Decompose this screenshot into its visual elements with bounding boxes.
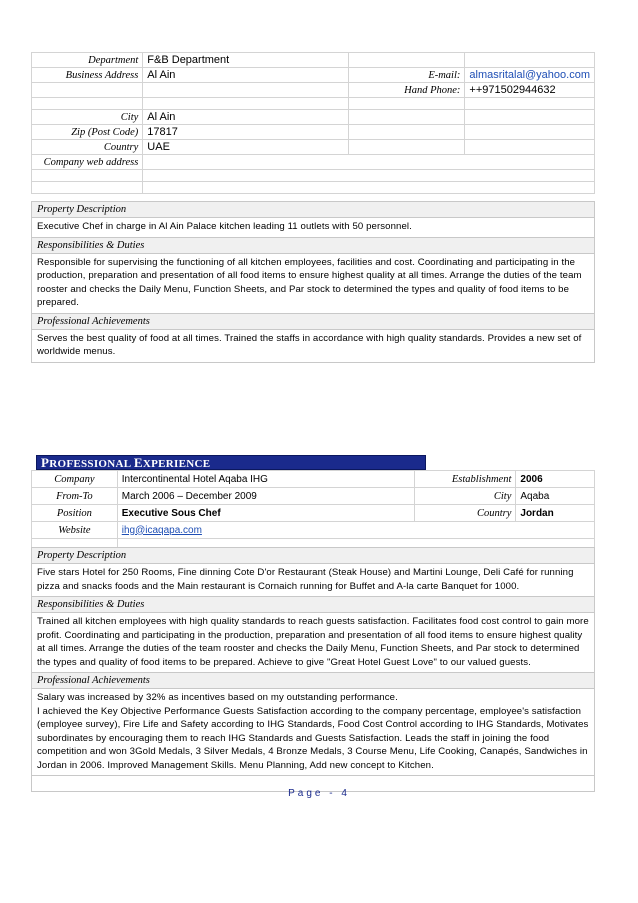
- responsibilities-heading: Responsibilities & Duties: [32, 237, 594, 254]
- achievements-text: Serves the best quality of food at all times. Trained the staffs in accordance with high quality standards. Provides a new set of worldwide menus.: [37, 332, 582, 357]
- establishment-label: Establishment: [414, 471, 515, 488]
- property-description-text-2: Five stars Hotel for 250 Rooms, Fine dinning Cote D'or Restaurant (Steak House) and Martini Lounge, Deli Café for running pizza and snacks foods and the Main restaurant is Cornaich running for Buffet and A-la carte Banquet for 1000.: [37, 567, 574, 592]
- business-address-label: Business Address: [32, 68, 143, 83]
- responsibilities-text: Responsible for supervising the functioning of all kitchen employees, facilities and cost. Coordinating and participating in the production, preparation and presentation of all food items to ensure highest quality at all times. Arrange the duties of the team rooster and checks the Daily Menu, Function Sheets, and Par stock to determined the types and quality of food items to be prepared.: [37, 256, 582, 308]
- country-value: UAE: [143, 140, 349, 155]
- zip-value: 17817: [143, 125, 349, 140]
- achievements-text-2: [32, 689, 594, 775]
- establishment-value: 2006: [516, 471, 595, 488]
- website-link[interactable]: ihg@icaqapa.com: [121, 524, 202, 536]
- country-label-2: Country: [414, 505, 515, 522]
- achievements-heading-2: Professional Achievements: [32, 672, 594, 689]
- web-label: Company web address: [32, 155, 143, 170]
- page-number: Page - 4: [288, 788, 350, 799]
- achievements-line-2: I achieved the Key Objective Performance Guests Satisfaction according to the company percentage, employee's satisfaction (employee survey), Fire Life and Safety according to IHG Standards, Food Cost Control according to IHG Standards, Motivates subordinates by encouraging them to reach IHG Standards and Guests Satisfaction. Leads the staff in joining the food competition and won 3Gold Medals, 3 Silver Medals, 4 Bronze Medals, 3 Course Menu, Life Cooking, Canapés, Sandwiches in Jordan in 2006. Improved Management Skills. Menu Planning, Add new concept to Kitchen.: [37, 705, 589, 771]
- email-label: E-mail:: [349, 68, 465, 83]
- position-value: Executive Sous Chef: [117, 505, 414, 522]
- company-label: Company: [32, 471, 118, 488]
- property-description-text: Executive Chef in charge in Al Ain Palace kitchen leading 11 outlets with 50 personnel.: [37, 221, 412, 232]
- description-panel-2: [31, 547, 595, 792]
- zip-label: Zip (Post Code): [32, 125, 143, 140]
- from-to-value: March 2006 – December 2009: [117, 488, 414, 505]
- country-label: Country: [32, 140, 143, 155]
- business-address-value: Al Ain: [143, 68, 349, 83]
- phone-label: Hand Phone:: [349, 83, 465, 98]
- position-label: Position: [32, 505, 118, 522]
- company-value: Intercontinental Hotel Aqaba IHG: [117, 471, 414, 488]
- department-value: F&B Department: [143, 53, 349, 68]
- responsibilities-text-2: Trained all kitchen employees with high quality standards to reach guests satisfaction. Facilitates food cost control to gain more profit. Coordinating and participating in the production, preparation and presentation of all food items to ensure highest quality at all times. Arrange the duties of the team rooster and checks the Daily Menu, Function Sheets, and Par stock to determined the types and quality of food items to be prepared. Achieve to give "Great Hotel Guest Love" to our valued guests.: [37, 616, 589, 668]
- property-description-heading-2: Property Description: [32, 548, 594, 564]
- responsibilities-heading-2: Responsibilities & Duties: [32, 596, 594, 613]
- company-table: [31, 470, 595, 555]
- city-label-2: City: [414, 488, 515, 505]
- from-to-label: From-To: [32, 488, 118, 505]
- city-label: City: [32, 110, 143, 125]
- department-label: Department: [32, 53, 143, 68]
- website-label: Website: [32, 522, 118, 539]
- achievements-line-1: Salary was increased by 32% as incentives based on my outstanding performance.: [37, 692, 398, 703]
- address-table: [31, 52, 595, 194]
- city-value: Al Ain: [143, 110, 349, 125]
- property-description-heading: Property Description: [32, 202, 594, 218]
- email-link[interactable]: almasritalal@yahoo.com: [469, 69, 590, 81]
- achievements-heading: Professional Achievements: [32, 313, 594, 330]
- city-value-2: Aqaba: [516, 488, 595, 505]
- country-value-2: Jordan: [516, 505, 595, 522]
- section-title: PROFESSIONAL EXPERIENCE: [36, 455, 426, 470]
- phone-value: ++971502944632: [465, 83, 595, 98]
- web-value: [143, 155, 595, 170]
- description-panel-1: [31, 201, 595, 363]
